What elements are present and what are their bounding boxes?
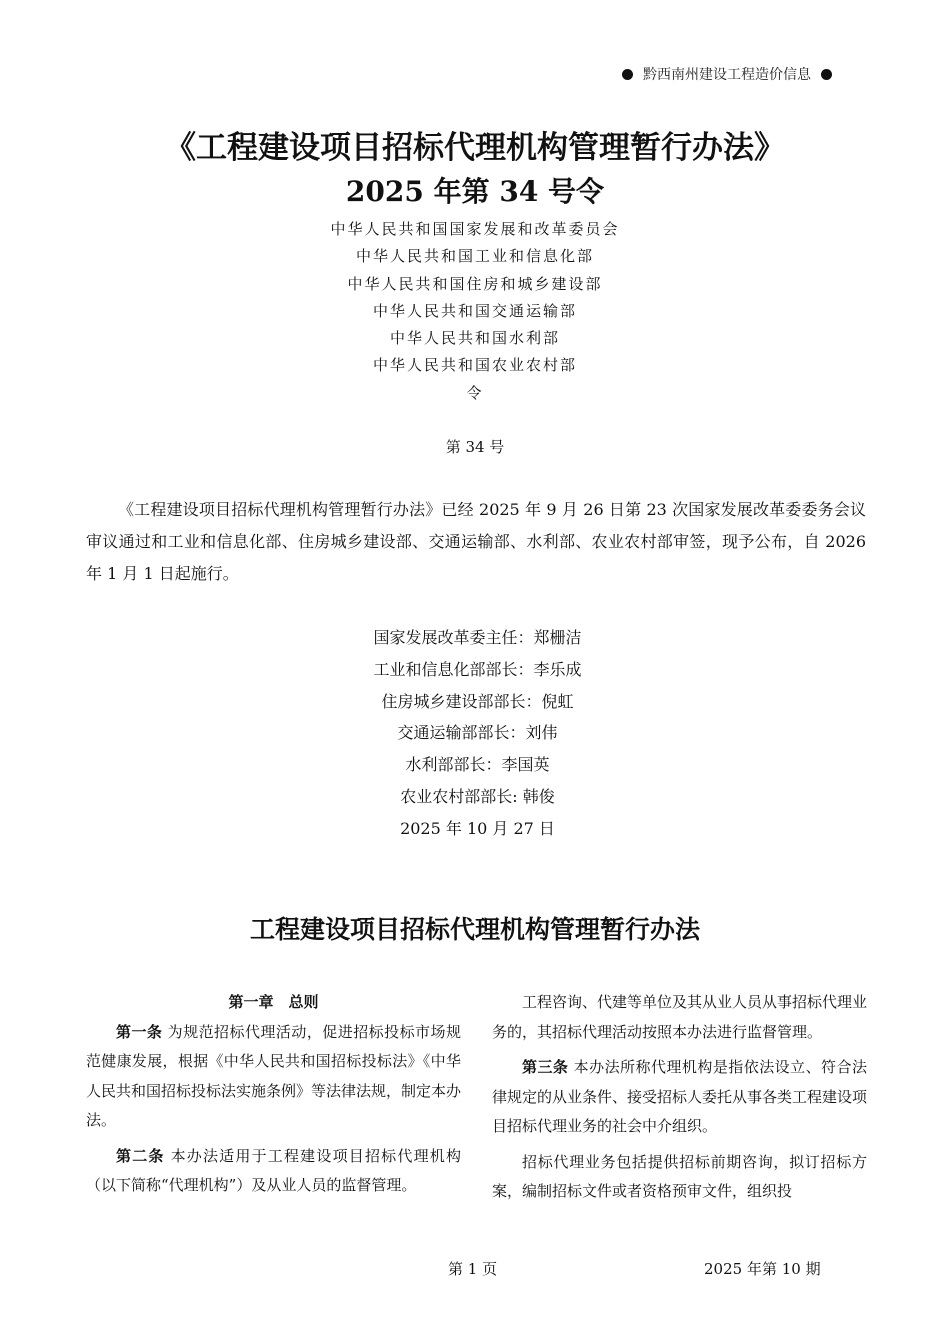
issuer: 中华人民共和国住房和城乡建设部 <box>347 274 603 293</box>
document-title: 《工程建设项目招标代理机构管理暂行办法》 <box>165 130 785 166</box>
signature: 农业农村部部长: 韩俊 <box>400 786 555 806</box>
signature: 国家发展改革委主任：郑栅洁 <box>373 628 582 647</box>
article-2 <box>86 1142 461 1201</box>
chapter-heading: 第一章 总则 <box>228 993 319 1011</box>
signature: 交通运输部部长：刘伟 <box>397 723 558 743</box>
signature: 工业和信息化部部长：李乐成 <box>373 659 582 679</box>
right-column <box>492 988 867 1207</box>
article-3 <box>492 1053 867 1142</box>
article-1 <box>86 1018 461 1136</box>
bullet-icon <box>821 69 832 80</box>
article-label: 第一条 <box>116 1022 163 1041</box>
article-text: 本办法所称代理机构是指依法设立、符合法律规定的从业条件、接受招标人委托从事各类工程建设项目招标代理业务的社会中介组织。 <box>492 1058 868 1135</box>
issuer: 中华人民共和国水利部 <box>389 329 560 348</box>
running-header <box>622 64 832 84</box>
issuer: 中华人民共和国交通运输部 <box>372 301 577 320</box>
issuing-authorities <box>0 216 950 407</box>
signatures-block <box>0 622 950 845</box>
issuer: 中华人民共和国工业和信息化部 <box>355 247 594 266</box>
decree-number-title: 2025 年第 34 号令 <box>345 175 605 208</box>
publication-name: 黔西南州建设工程造价信息 <box>643 67 811 83</box>
issuer: 中华人民共和国农业农村部 <box>372 356 577 375</box>
article-3-paragraph-2: 招标代理业务包括提供招标前期咨询，拟订招标方案，编制招标文件或者资格预审文件，组织投 <box>492 1152 867 1200</box>
intro-paragraph: 《工程建设项目招标代理机构管理暂行办法》已经 2025 年 9 月 26 日第 23 次国家发展改革委委务会议审议通过和工业和信息化部、住房城乡建设部、交通运输部、水利部、农业农村部审签，现予公布，自 2026 年 1 月 1 日起施行。 <box>86 500 866 583</box>
article-text: 本办法适用于工程建设项目招标代理机构（以下简称“代理机构”）及从业人员的监督管理。 <box>86 1146 461 1194</box>
article-2-paragraph-2: 工程咨询、代建等单位及其从业人员从事招标代理业务的，其招标代理活动按照本办法进行监督管理。 <box>492 993 868 1041</box>
article-label: 第二条 <box>116 1146 165 1165</box>
issuer: 中华人民共和国国家发展和改革委员会 <box>330 220 620 238</box>
decree-label: 令 <box>466 383 484 402</box>
left-column <box>86 988 461 1201</box>
article-label: 第三条 <box>522 1058 569 1076</box>
signature-date: 2025 年 10 月 27 日 <box>400 818 555 838</box>
order-number: 第 34 号 <box>445 438 505 456</box>
signature: 水利部部长：李国英 <box>405 755 550 775</box>
law-title: 工程建设项目招标代理机构管理暂行办法 <box>249 915 700 944</box>
article-text: 为规范招标代理活动，促进招标投标市场规范健康发展，根据《中华人民共和国招标投标法》《中华人民共和国招标投标法实施条例》等法律法规，制定本办法。 <box>86 1022 462 1129</box>
bullet-icon <box>622 69 633 80</box>
page-number: 第 1 页 <box>448 1260 498 1278</box>
issue-number: 2025 年第 10 期 <box>704 1260 821 1278</box>
signature: 住房城乡建设部部长：倪虹 <box>381 691 574 711</box>
